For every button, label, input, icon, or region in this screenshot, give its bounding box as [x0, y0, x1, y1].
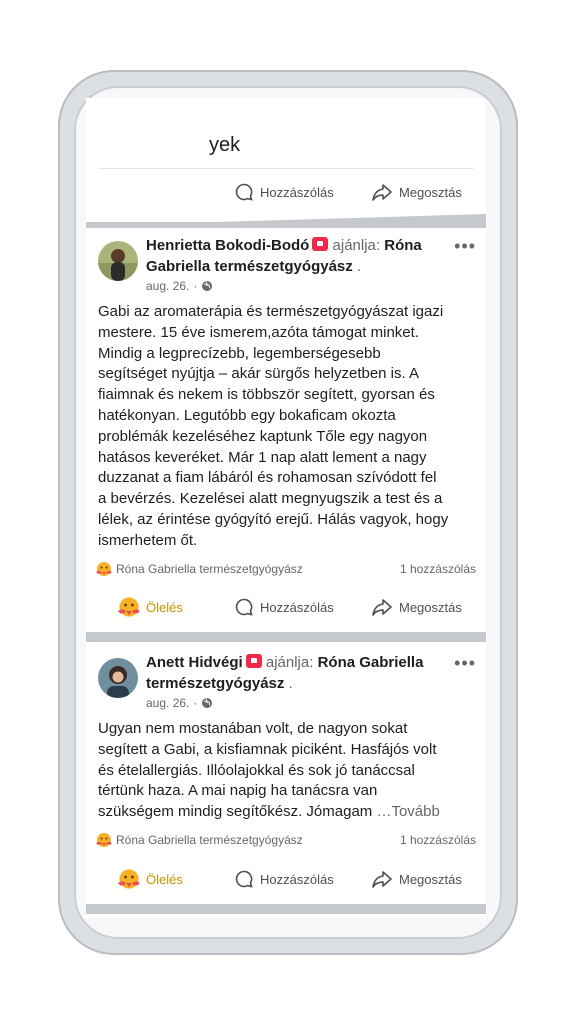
section-divider [86, 222, 486, 228]
avatar[interactable] [98, 658, 138, 698]
body-line: duzzanat a fiam lábáról és rohamosan szívódott fel [98, 469, 437, 487]
share-button[interactable] [371, 592, 462, 622]
trail-dot: . [356, 258, 362, 275]
more-options-icon[interactable]: ••• [454, 653, 476, 673]
comment-button[interactable] [234, 864, 334, 894]
post-meta [146, 279, 213, 293]
author-name[interactable]: Henrietta Bokodi-Bodó [146, 237, 310, 254]
hug-button[interactable] [118, 592, 183, 622]
screen [86, 98, 486, 918]
more-options-icon[interactable]: ••• [454, 236, 476, 256]
comment-count[interactable]: 1 hozzászólás [399, 833, 476, 847]
body-line: Mindig a legprecízebb, legemberségesebb [98, 344, 381, 362]
hug-icon [118, 868, 140, 890]
comment-icon [234, 182, 254, 202]
globe-icon [201, 280, 213, 292]
hug-label: Ölelés [146, 599, 183, 615]
share-label: Megosztás [399, 871, 462, 887]
body-line: hatásos keveréket. Már 1 nap alatt lement a nagy [98, 448, 427, 466]
recommend-icon [312, 237, 328, 251]
action-bar-top [86, 177, 486, 207]
body-line: segített a Gabi, a kisfiamnak piciként. Hasfájós volt [98, 740, 437, 758]
reaction-summary[interactable] [96, 832, 303, 848]
comment-button[interactable] [234, 592, 334, 622]
body-line: problémák kezeléséhez kaptunk Tőle egy nagyon [98, 427, 428, 445]
share-icon [371, 597, 393, 617]
see-more-link[interactable]: Tovább [391, 803, 440, 821]
comment-icon [234, 869, 254, 889]
recommends-label: ajánlja: [332, 237, 381, 254]
page-name-cont[interactable]: természetgyógyász [146, 675, 285, 692]
post-body [98, 719, 480, 823]
post-meta [146, 696, 213, 710]
post-date[interactable]: aug. 26. [146, 279, 190, 293]
meta-dot: · [193, 279, 198, 293]
body-line: szükségem mindig segítőkész. Jómagam [98, 803, 373, 821]
post-body [98, 302, 480, 552]
share-label: Megosztás [399, 599, 462, 615]
comment-label: Hozzászólás [260, 184, 334, 200]
comment-button[interactable] [234, 177, 334, 207]
body-line: a bevérzés. Kezelései alatt megnyugszik a test és a [98, 490, 443, 508]
body-line: segítséget nyújtja – akár sürgős helyzetben is. A [98, 365, 420, 383]
comment-label: Hozzászólás [260, 599, 334, 615]
body-line: fiaimnak és nekem is többször segített, gyorsan és [98, 386, 435, 404]
share-icon [371, 869, 393, 889]
hug-button[interactable] [118, 864, 183, 894]
section-divider [86, 904, 486, 914]
share-icon [371, 182, 393, 202]
meta-dot: · [193, 696, 198, 710]
body-line: hatékonyan. Legutóbb egy bokaficam okozta [98, 406, 396, 424]
body-line-last [98, 802, 480, 823]
recommend-icon [246, 654, 262, 668]
trail-dot: . [288, 675, 293, 692]
page-name[interactable]: Róna Gabriella természetgyógyász [146, 237, 422, 275]
comment-count[interactable]: 1 hozzászólás [399, 562, 476, 576]
reaction-by: Róna Gabriella természetgyógyász [116, 562, 303, 576]
post-date[interactable]: aug. 26. [146, 696, 190, 710]
globe-icon [201, 697, 213, 709]
reaction-summary[interactable] [96, 561, 303, 577]
author-name[interactable]: Anett Hidvégi [146, 654, 243, 671]
hug-reaction-icon [96, 832, 112, 848]
share-button[interactable] [371, 177, 462, 207]
separator [98, 168, 474, 169]
page-name[interactable]: Róna Gabriella [317, 654, 424, 671]
hug-icon [118, 596, 140, 618]
body-line: Ugyan nem mostanában volt, de nagyon sokat [98, 720, 408, 737]
body-line: Gabi az aromaterápia és természetgyógyászat igazi [98, 303, 444, 320]
recommends-label: ajánlja: [265, 654, 314, 671]
body-line: és ételallergiás. Illóolajokkal és sok jó tanáccsal [98, 761, 415, 779]
post-header [146, 235, 446, 277]
post-stats [96, 561, 476, 577]
truncated-text: yek [209, 134, 241, 156]
ellipsis: … [376, 803, 392, 821]
share-label: Megosztás [399, 184, 462, 200]
comment-icon [234, 597, 254, 617]
action-bar [86, 864, 486, 894]
post-stats [96, 832, 476, 848]
comment-label: Hozzászólás [260, 871, 334, 887]
body-line: lélek, az érintése gyógyító erejű. Hálás vagyok, hogy [98, 510, 449, 528]
body-line: ismerhetem őt. [98, 531, 198, 549]
hug-label: Ölelés [146, 871, 183, 887]
reaction-by: Róna Gabriella természetgyógyász [116, 833, 303, 847]
share-button[interactable] [371, 864, 462, 894]
avatar[interactable] [98, 241, 138, 281]
section-divider [86, 632, 486, 642]
post-header [146, 652, 446, 694]
hug-reaction-icon [96, 561, 112, 577]
body-line: mestere. 15 éve ismerem,azóta támogat minket. [98, 323, 419, 341]
action-bar [86, 592, 486, 622]
body-line: tértünk haza. A mai napig ha tanácsra van [98, 782, 378, 800]
